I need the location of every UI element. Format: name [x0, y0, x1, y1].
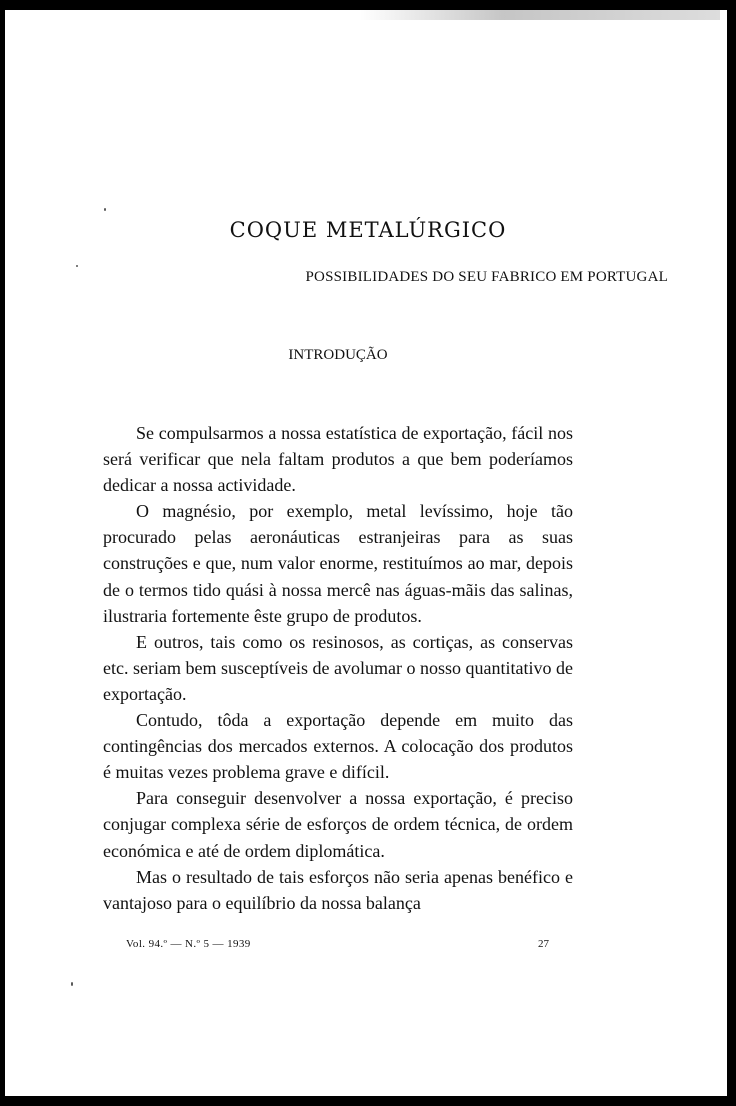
paragraph: Para conseguir desenvolver a nossa exportação, é preciso conjugar complexa série de esforços de ordem técnica, de ordem económica e até de ordem diplomática.: [103, 788, 573, 861]
page-number: 27: [538, 938, 549, 950]
paragraph: E outros, tais como os resinosos, as cortiças, as conservas etc. seriam bem susceptíveis de avolumar o nosso quantitativo de exportação.: [103, 631, 573, 704]
paragraph: Mas o resultado de tais esforços não seria apenas benéfico e vantajoso para o equilíbrio da nossa balança: [103, 866, 573, 913]
scan-shadow: [360, 10, 720, 20]
scan-speck: [104, 208, 106, 211]
footer-volume: Vol. 94.º — N.º 5 — 1939: [126, 938, 251, 950]
scan-speck: [71, 982, 73, 986]
body-text: [103, 420, 573, 916]
section-heading: INTRODUÇÃO: [288, 347, 388, 363]
paragraph: Contudo, tôda a exportação depende em muito das contingências dos mercados externos. A colocação dos produtos é muitas vezes problema grave e difícil.: [103, 710, 573, 783]
scan-speck: [76, 265, 78, 267]
document-subtitle: POSSIBILIDADES DO SEU FABRICO EM PORTUGAL: [305, 269, 668, 285]
document-title: COQUE METALÚRGICO: [229, 218, 507, 242]
paragraph: O magnésio, por exemplo, metal levíssimo, hoje tão procurado pelas aeronáuticas estranjeiras para as suas construções e que, num valor enorme, restituímos ao mar, depois de o termos tido quási à nossa mercê nas águas-mãis das salinas, ilustraria fortemente êste grupo de produtos.: [103, 501, 573, 626]
paragraph: Se compulsarmos a nossa estatística de exportação, fácil nos será verificar que nela faltam produtos a que bem poderíamos dedicar a nossa actividade.: [103, 423, 573, 496]
